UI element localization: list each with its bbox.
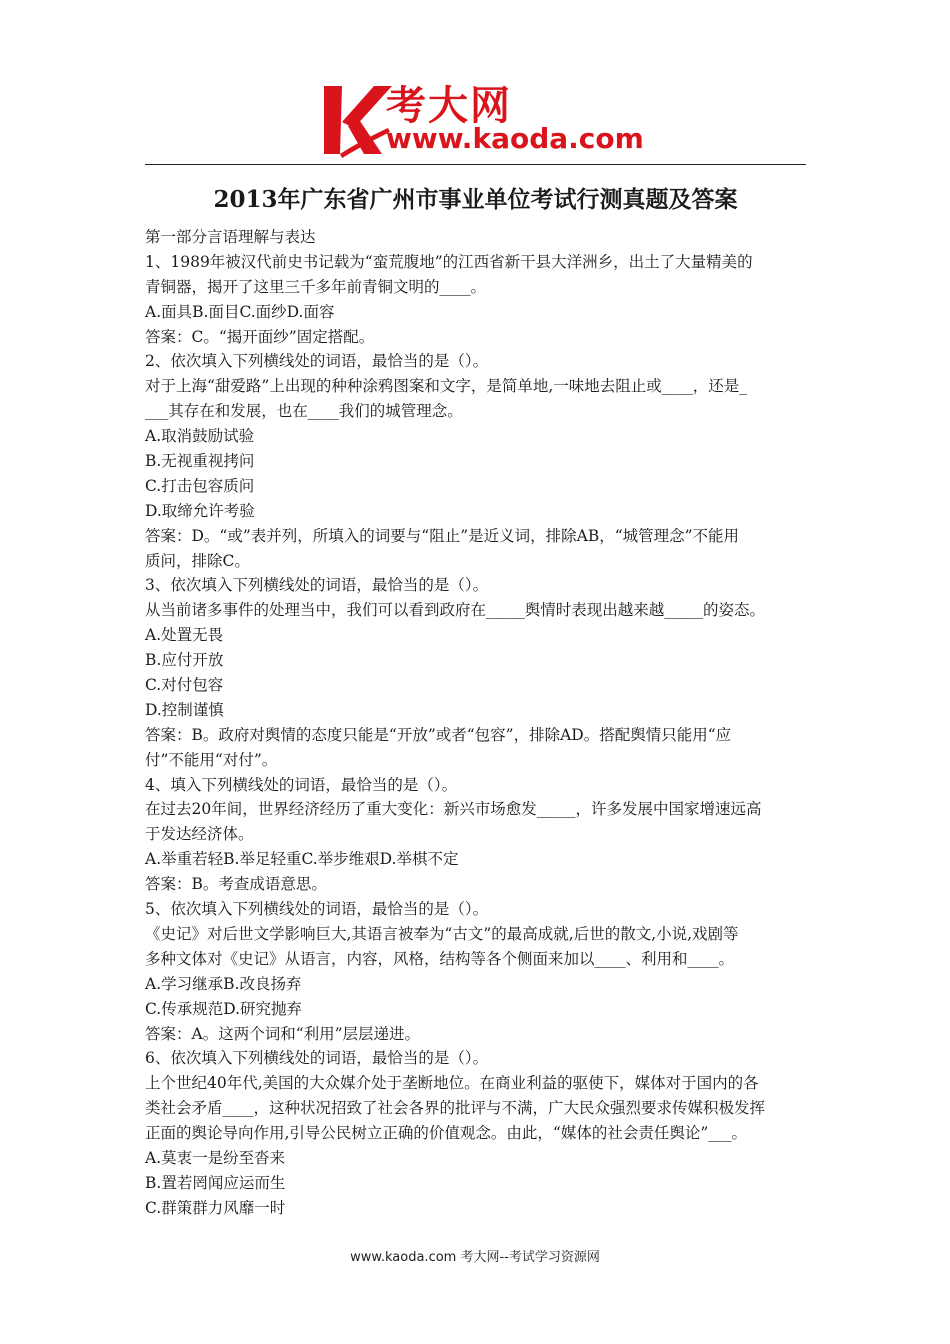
text-line: C.对付包容 bbox=[145, 676, 224, 695]
text-line: 付”不能用“对付”。 bbox=[145, 750, 278, 769]
text-line: 《史记》对后世文学影响巨大,其语言被奉为“古文”的最高成就,后世的散文,小说,戏剧等 bbox=[145, 924, 739, 943]
text-line: A.取消鼓励试验 bbox=[145, 427, 255, 446]
text-line: B.应付开放 bbox=[145, 651, 224, 670]
text-line: D.控制谨慎 bbox=[145, 700, 224, 719]
text-line: 多种文体对《史记》从语言，内容，风格，结构等各个侧面来加以____、利用和____。 bbox=[145, 949, 735, 968]
text-line: 第一部分言语理解与表达 bbox=[145, 228, 316, 246]
text-line: 答案：C。“揭开面纱”固定搭配。 bbox=[145, 327, 375, 346]
text-line: B.无视重视拷问 bbox=[145, 452, 255, 471]
text-line: B.置若罔闻应运而生 bbox=[145, 1173, 286, 1192]
text-line: 从当前诸多事件的处理当中，我们可以看到政府在_____舆情时表现出越来越_____的姿态。 bbox=[145, 601, 766, 620]
site-logo bbox=[318, 78, 648, 160]
text-line: C.打击包容质问 bbox=[145, 476, 255, 495]
text-line: 于发达经济体。 bbox=[145, 825, 254, 844]
text-line: 3、依次填入下列横线处的词语，最恰当的是（）。 bbox=[145, 576, 489, 595]
text-line: D.取缔允许考验 bbox=[145, 501, 255, 520]
text-line: A.面具B.面目C.面纱D.面容 bbox=[145, 302, 335, 321]
page-footer: www.kaoda.com 考大网--考试学习资源网 bbox=[350, 1250, 600, 1265]
text-line: 类社会矛盾____，这种状况招致了社会各界的批评与不满，广大民众强烈要求传媒积极发挥 bbox=[145, 1099, 766, 1118]
logo-url-text: www.kaoda.com bbox=[386, 122, 644, 155]
text-line: 1、1989年被汉代前史书记载为“蛮荒腹地”的江西省新干县大洋洲乡，出土了大量精美的 bbox=[145, 252, 753, 271]
text-line: ___其存在和发展，也在____我们的城管理念。 bbox=[145, 402, 463, 421]
text-line: 2、依次填入下列横线处的词语，最恰当的是（）。 bbox=[145, 352, 489, 371]
text-line: 青铜器，揭开了这里三千多年前青铜文明的____。 bbox=[145, 277, 487, 296]
text-line: 在过去20年间，世界经济经历了重大变化：新兴市场愈发_____，许多发展中国家增速远高 bbox=[145, 800, 762, 819]
text-line: 4、填入下列横线处的词语，最恰当的是（）。 bbox=[145, 775, 458, 794]
text-line: A.举重若轻B.举足轻重C.举步维艰D.举棋不定 bbox=[145, 850, 459, 869]
text-line: 对于上海“甜爱路”上出现的种种涂鸦图案和文字，是简单地,一味地去阻止或____，还是_ bbox=[145, 377, 748, 396]
text-line: 答案：B。考查成语意思。 bbox=[145, 875, 327, 894]
text-line: 5、依次填入下列横线处的词语，最恰当的是（）。 bbox=[145, 900, 489, 919]
text-line: 答案：A。这两个词和“利用”层层递进。 bbox=[145, 1024, 421, 1043]
document-body bbox=[145, 225, 808, 1221]
text-line: 答案：B。政府对舆情的态度只能是“开放”或者“包容”，排除AD。搭配舆情只能用“应 bbox=[145, 725, 732, 744]
text-line: 正面的舆论导向作用,引导公民树立正确的价值观念。由此，“媒体的社会责任舆论”___。 bbox=[145, 1124, 748, 1143]
logo-chinese-text: 考大网 bbox=[386, 83, 512, 129]
text-line: A.处置无畏 bbox=[145, 626, 224, 645]
text-line: 6、依次填入下列横线处的词语，最恰当的是（）。 bbox=[145, 1049, 489, 1068]
text-line: 答案：D。“或”表并列，所填入的词要与“阻止”是近义词，排除AB，“城管理念”不能用 bbox=[145, 526, 740, 545]
text-line: 质问，排除C。 bbox=[145, 551, 250, 570]
text-line: C.群策群力风靡一时 bbox=[145, 1198, 286, 1217]
text-line: A.学习继承B.改良扬弃 bbox=[145, 974, 302, 993]
text-line: 上个世纪40年代,美国的大众媒介处于垄断地位。在商业利益的驱使下，媒体对于国内的各 bbox=[145, 1074, 759, 1093]
page-title: 2013年广东省广州市事业单位考试行测真题及答案 bbox=[213, 186, 738, 213]
text-line: A.莫衷一是纷至沓来 bbox=[145, 1148, 286, 1167]
text-line: C.传承规范D.研究抛弃 bbox=[145, 999, 303, 1018]
header-divider bbox=[145, 164, 806, 165]
